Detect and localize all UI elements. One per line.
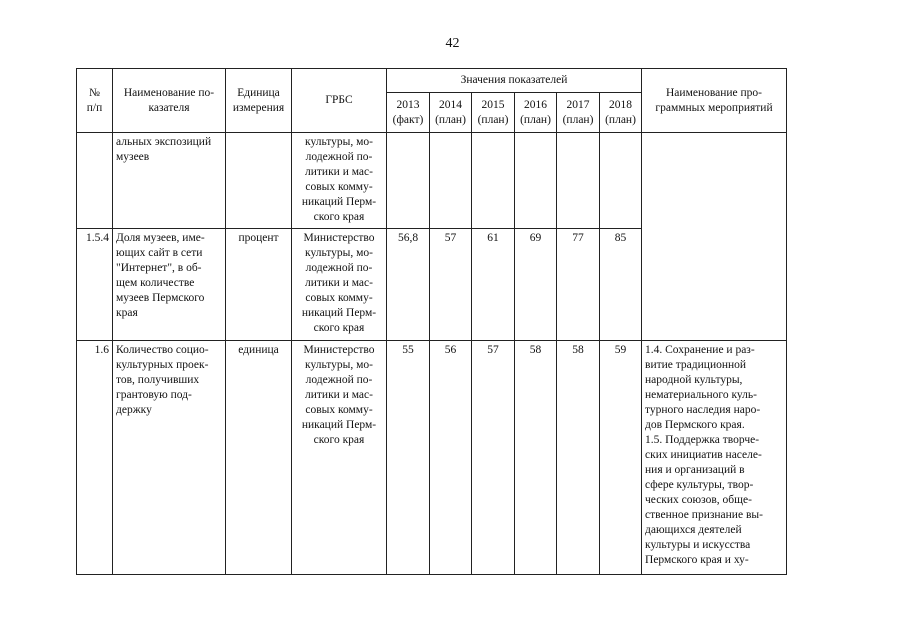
row-value: 56 [430,341,472,575]
year-label: 2014 [439,98,462,111]
year-kind: (план) [435,113,466,126]
row-num: 1.5.4 [77,229,113,341]
row-grbs: культуры, мо- лодежной по- литики и мас- совых комму- никаций Перм- ского края [292,133,387,229]
row-value: 77 [557,229,600,341]
row-value [600,133,642,229]
year-label: 2017 [566,98,590,111]
header-grbs-text: ГРБС [325,94,353,106]
table-header [77,69,787,133]
header-num [77,69,113,133]
year-kind: (план) [562,113,594,126]
row-num: 1.6 [77,341,113,575]
table-row [77,341,787,575]
header-name-text: Наименование по- казателя [123,86,215,114]
header-unit [226,69,292,133]
row-unit: единица [226,341,292,575]
row-value: 57 [430,229,472,341]
header-unit-text: Единица измерения [232,86,285,114]
row-value: 59 [600,341,642,575]
header-program [642,69,787,133]
year-label: 2013 [396,98,420,111]
row-program [642,133,787,341]
row-name: Доля музеев, име- ющих сайт в сети "Интернет", в об- щем количестве музеев Пермского края [113,229,226,341]
year-kind: (план) [605,113,636,126]
year-label: 2018 [609,98,632,111]
page-number: 42 [445,36,460,51]
row-value [557,133,600,229]
year-label: 2016 [524,98,547,111]
year-kind: (план) [520,113,551,126]
header-values-group-text: Значения показателей [460,74,568,86]
row-name: альных экспозиций музеев [113,133,226,229]
row-value: 55 [387,341,430,575]
header-name [113,69,226,133]
header-num-text: № п/п [86,86,103,114]
row-unit [226,133,292,229]
table-row [77,133,787,229]
row-grbs: Министерство культуры, мо- лодежной по- литики и мас- совых комму- никаций Перм- ского края [292,341,387,575]
header-year-2015 [472,93,515,133]
row-value [387,133,430,229]
row-value: 85 [600,229,642,341]
year-kind: (факт) [392,113,424,126]
row-program: 1.4. Сохранение и раз- витие традиционной народной культуры, нематериального куль- турного наследия наро- дов Пермского края. 1.5. Поддержка творче- ских инициатив населе- ния и организаций в сфере культуры, твор- ческих союзов, обще- ственное признание вы- дающихся деятелей культуры и искусства Пермского края и ху- [642,341,787,575]
row-value: 58 [557,341,600,575]
row-value [472,133,515,229]
row-unit: процент [226,229,292,341]
header-year-2018 [600,93,642,133]
row-value: 56,8 [387,229,430,341]
header-values-group [387,69,642,93]
year-label: 2015 [481,98,505,111]
row-value: 61 [472,229,515,341]
row-value: 58 [515,341,557,575]
row-grbs: Министерство культуры, мо- лодежной по- литики и мас- совых комму- никаций Перм- ского края [292,229,387,341]
year-kind: (план) [477,113,509,126]
header-year-2017 [557,93,600,133]
row-name: Количество социо- культурных проек- тов, получивших грантовую под- держку [113,341,226,575]
header-program-text: Наименование про- граммных мероприятий [655,86,773,114]
header-year-2013 [387,93,430,133]
row-value: 57 [472,341,515,575]
indicators-table [76,68,787,575]
row-value [515,133,557,229]
header-grbs [292,69,387,133]
header-year-2014 [430,93,472,133]
row-value: 69 [515,229,557,341]
header-year-2016 [515,93,557,133]
row-num [77,133,113,229]
row-value [430,133,472,229]
